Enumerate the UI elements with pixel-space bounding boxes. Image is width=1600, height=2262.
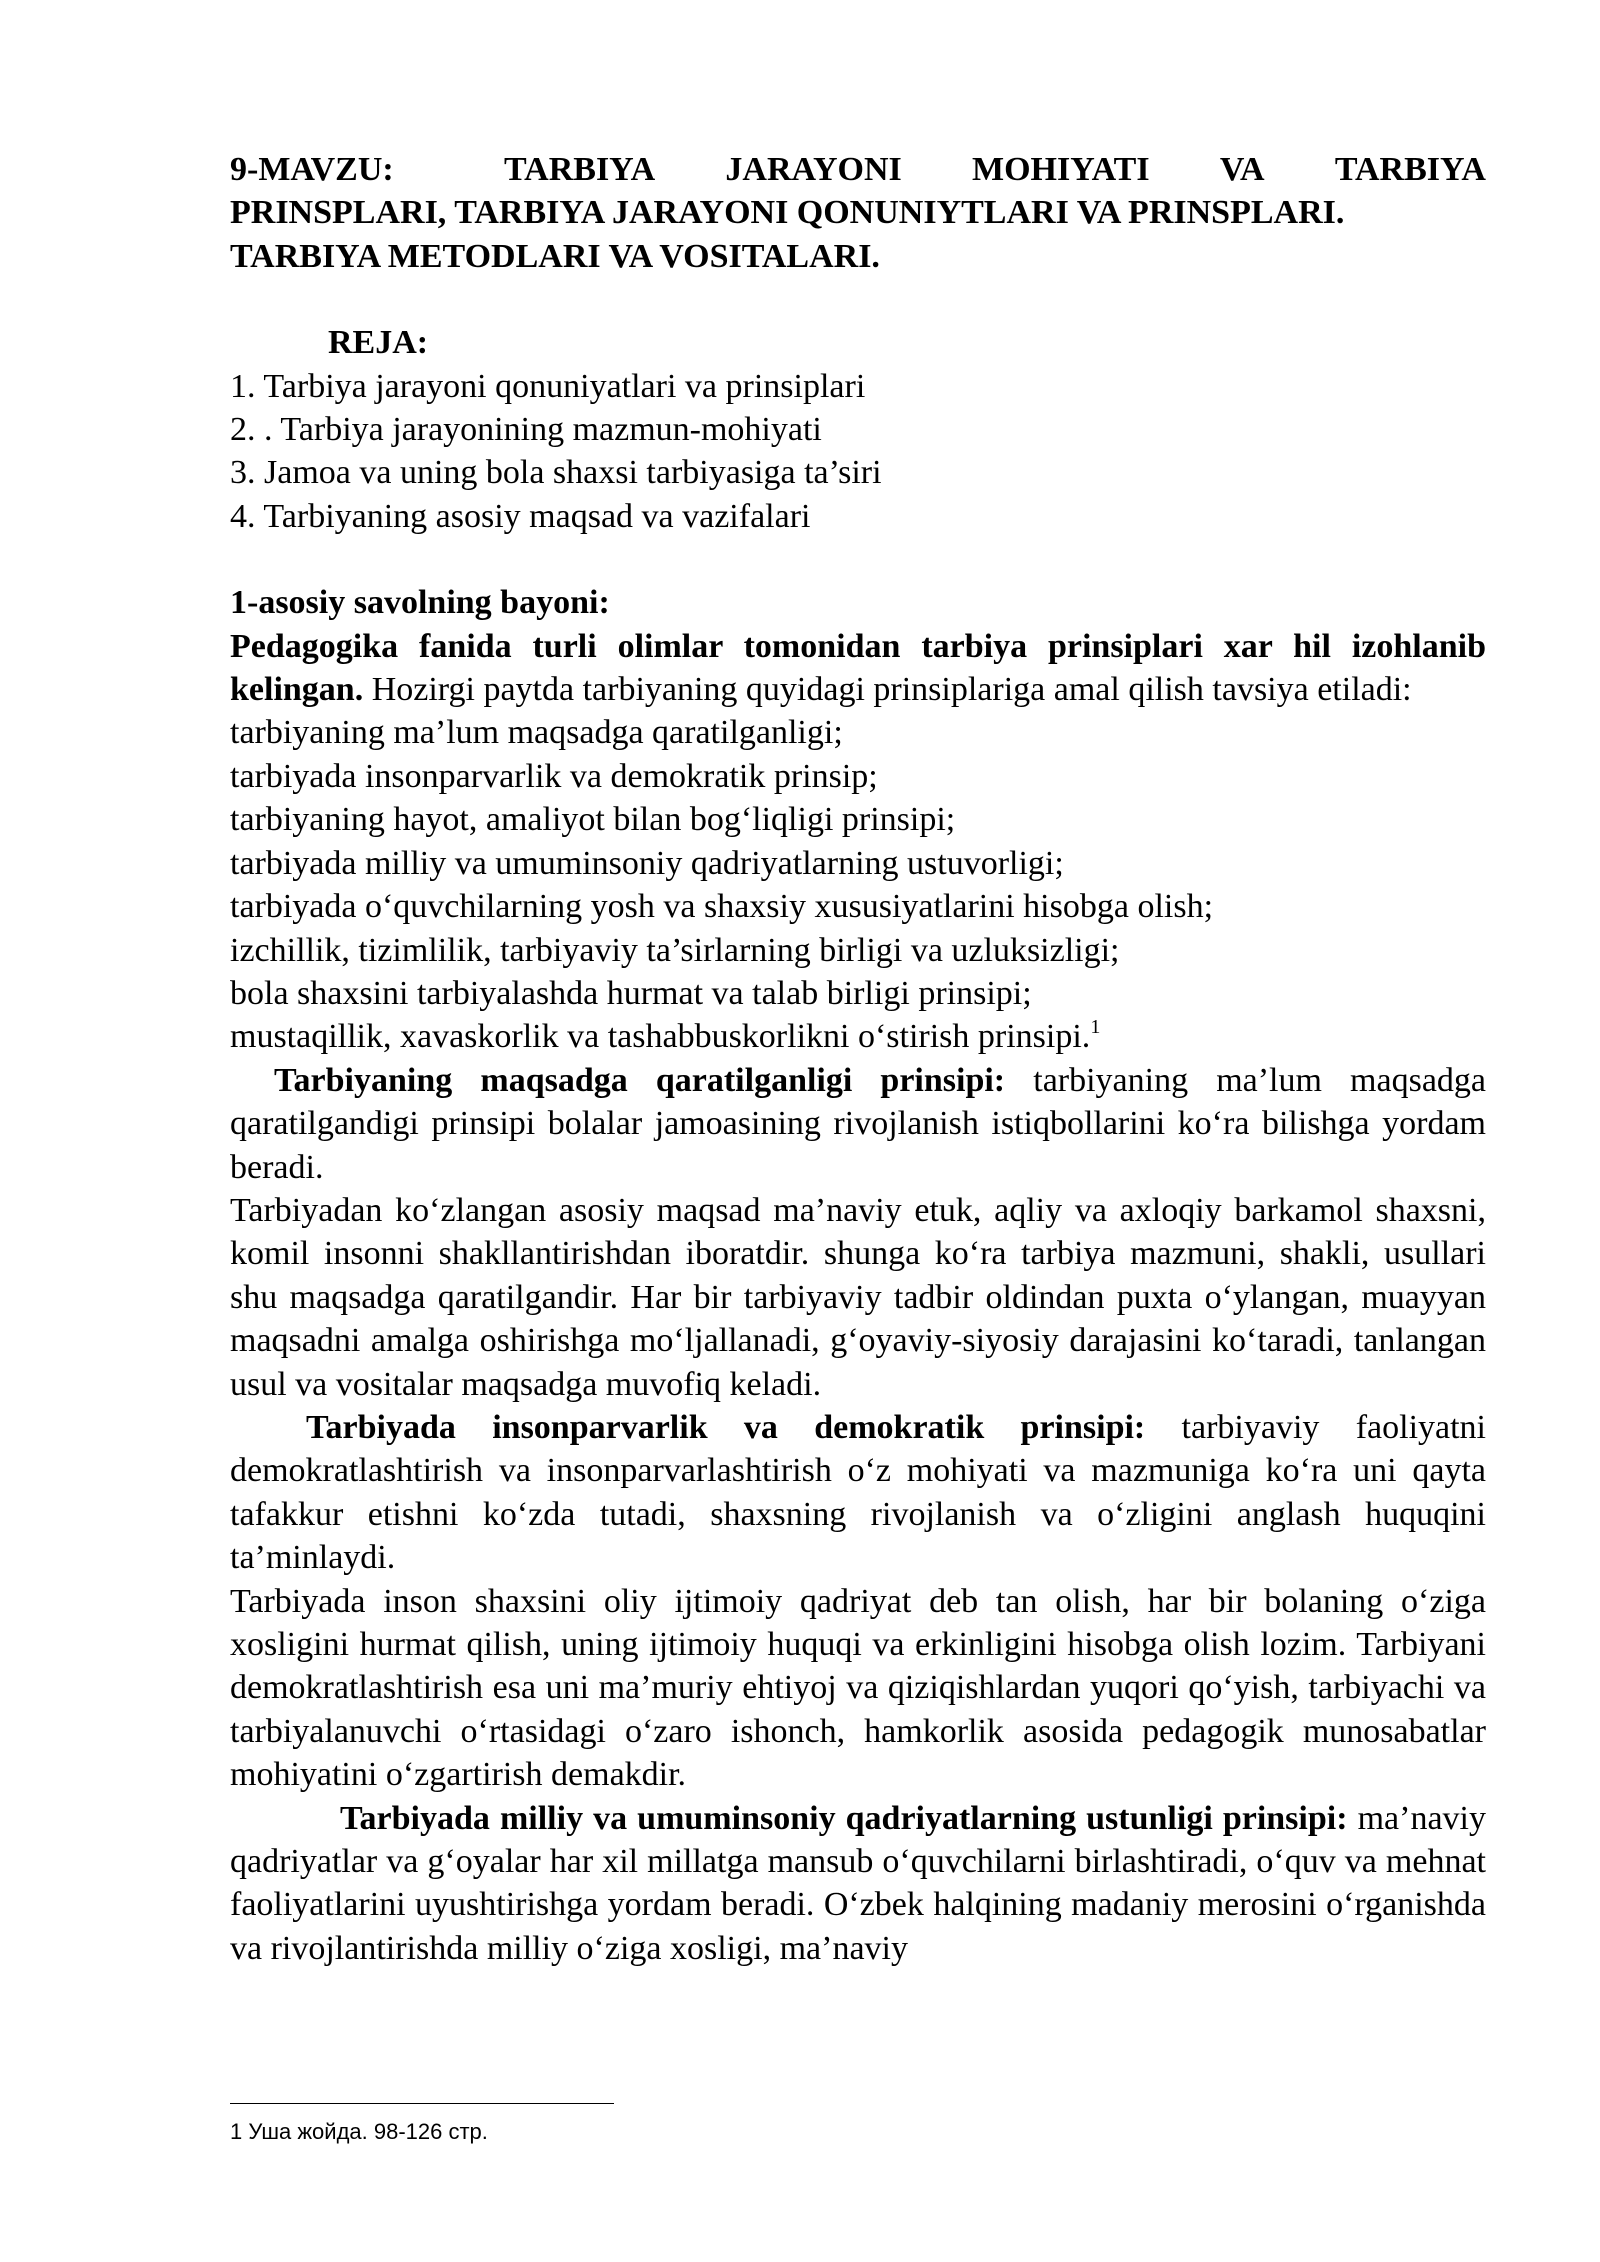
- principle-item-last: [230, 1015, 1486, 1058]
- title-word: TARBIYA: [504, 151, 656, 188]
- paragraph-text: ma’naviy qadriyatlar va g‘oyalar har xil millatga mansub o‘quvchilarni birlashtiradi, o‘quv va mehnat faoliyatlarini uyushtirishga yordam beradi. O‘zbek halqining madaniy merosini o‘rganishda va rivojlantirishda milliy o‘ziga xosligi, ma’naviy: [230, 1799, 1486, 1967]
- title-line-1-words: [504, 148, 1486, 191]
- principle-item: izchillik, tizimlilik, tarbiyaviy ta’sirlarning birligi va uzluksizligi;: [230, 931, 1120, 969]
- principle-item: tarbiyada milliy va umuminsoniy qadriyatlarning ustuvorligi;: [230, 844, 1064, 882]
- plan-item: 2. . Tarbiya jarayonining mazmun-mohiyati: [230, 411, 822, 449]
- title-line-3: TARBIYA METODLARI VA VOSITALARI.: [230, 237, 880, 275]
- principle-item: tarbiyaning hayot, amaliyot bilan bog‘liqligi prinsipi;: [230, 801, 956, 839]
- title-line-1: [230, 148, 1486, 191]
- topic-title: [230, 148, 1486, 278]
- principles-list: [230, 711, 1486, 1058]
- paragraph-humanism-principle: [230, 1406, 1486, 1580]
- plan-item: 1. Tarbiya jarayoni qonuniyatlari va prinsiplari: [230, 367, 866, 405]
- plan-heading: REJA:: [328, 324, 429, 362]
- paragraph-bold-lead: Tarbiyada insonparvarlik va demokratik prinsipi:: [306, 1408, 1146, 1446]
- paragraph-goal-details: Tarbiyadan ko‘zlangan asosiy maqsad ma’naviy etuk, aqliy va axloqiy barkamol shaxsni, komil insonni shakllantirishdan iboratdir. shunga ko‘ra tarbiya mazmuni, shakli, usullari shu maqsadga qaratilgandir. Har bir tarbiyaviy tadbir oldindan puxta o‘ylangan, muayyan maqsadni amalga oshirishga mo‘ljallanadi, g‘oyaviy-siyosiy darajasini ko‘taradi, tanlangan usul va vositalar maqsadga muvofiq keladi.: [230, 1191, 1486, 1403]
- paragraph-text: tarbiyaviy faoliyatni demokratlashtirish va insonparvarlashtirish o‘z mohiyati va mazmuniga ko‘ra uni qayta tafakkur etishni ko‘zda tutadi, shaxsning rivojlanish va o‘zligini anglash huquqini ta’minlaydi.: [230, 1408, 1486, 1577]
- principle-item: tarbiyaning ma’lum maqsadga qaratilganligi;: [230, 714, 843, 752]
- principle-item: tarbiyada o‘quvchilarning yosh va shaxsiy xususiyatlarini hisobga olish;: [230, 888, 1214, 926]
- principle-item: bola shaxsini tarbiyalashda hurmat va talab birligi prinsipi;: [230, 974, 1032, 1012]
- paragraph-bold-lead: Tarbiyada milliy va umuminsoniy qadriyatlarning ustunligi prinsipi:: [340, 1799, 1348, 1837]
- title-line-2: PRINSPLARI, TARBIYA JARAYONI QONUNIYTLARI VA PRINSPLARI.: [230, 194, 1345, 232]
- paragraph-values-principle: [230, 1797, 1486, 1971]
- paragraph-bold-lead: Tarbiyaning maqsadga qaratilganligi prinsipi:: [274, 1061, 1006, 1099]
- principle-text: mustaqillik, xavaskorlik va tashabbuskorlikni o‘stirish prinsipi.: [230, 1018, 1091, 1056]
- footnote: 1 Уша жойда. 98-126 стр.: [230, 2119, 488, 2144]
- section-heading: 1-asosiy savolning bayoni:: [230, 584, 610, 622]
- intro-bold-text: Pedagogika fanida turli olimlar tomonidan tarbiya prinsiplari xar hil izohlanib kelingan.: [230, 627, 1486, 709]
- document-body: [230, 148, 1486, 1970]
- intro-paragraph: [230, 625, 1486, 712]
- paragraph-text: tarbiyaning ma’lum maqsadga qaratilgandigi prinsipi bolalar jamoasining rivojlanish istiqbollarini ko‘ra bilishga yordam beradi.: [230, 1061, 1486, 1186]
- title-word: MOHIYATI: [972, 151, 1150, 188]
- footnote-reference[interactable]: 1: [1090, 1016, 1101, 1039]
- footnote-separator: [230, 2103, 614, 2104]
- intro-text: Hozirgi paytda tarbiyaning quyidagi prinsiplariga amal qilish tavsiya etiladi:: [363, 671, 1412, 709]
- plan-item: 3. Jamoa va uning bola shaxsi tarbiyasiga ta’siri: [230, 454, 882, 492]
- title-word: TARBIYA: [1334, 151, 1486, 188]
- paragraph-humanism-details: Tarbiyada inson shaxsini oliy ijtimoiy qadriyat deb tan olish, har bir bolaning o‘ziga xosligini hurmat qilish, uning ijtimoiy huquqi va erkinligini hisobga olish lozim. Tarbiyani demokratlashtirish esa uni ma’muriy ehtiyoj va qiziqishlardan yuqori qo‘yish, tarbiyachi va tarbiyalanuvchi o‘rtasidagi o‘zaro ishonch, hamkorlik asosida pedagogik munosabatlar mohiyatini o‘zgartirish demakdir.: [230, 1582, 1486, 1794]
- plan-list: [230, 365, 1486, 539]
- plan-item: 4. Tarbiyaning asosiy maqsad va vazifalari: [230, 497, 811, 535]
- title-topic-number: 9-MAVZU:: [230, 151, 394, 188]
- paragraph-goal-principle: [230, 1059, 1486, 1189]
- title-word: JARAYONI: [725, 151, 902, 188]
- principle-item: tarbiyada insonparvarlik va demokratik prinsip;: [230, 757, 878, 795]
- title-word: VA: [1219, 151, 1265, 188]
